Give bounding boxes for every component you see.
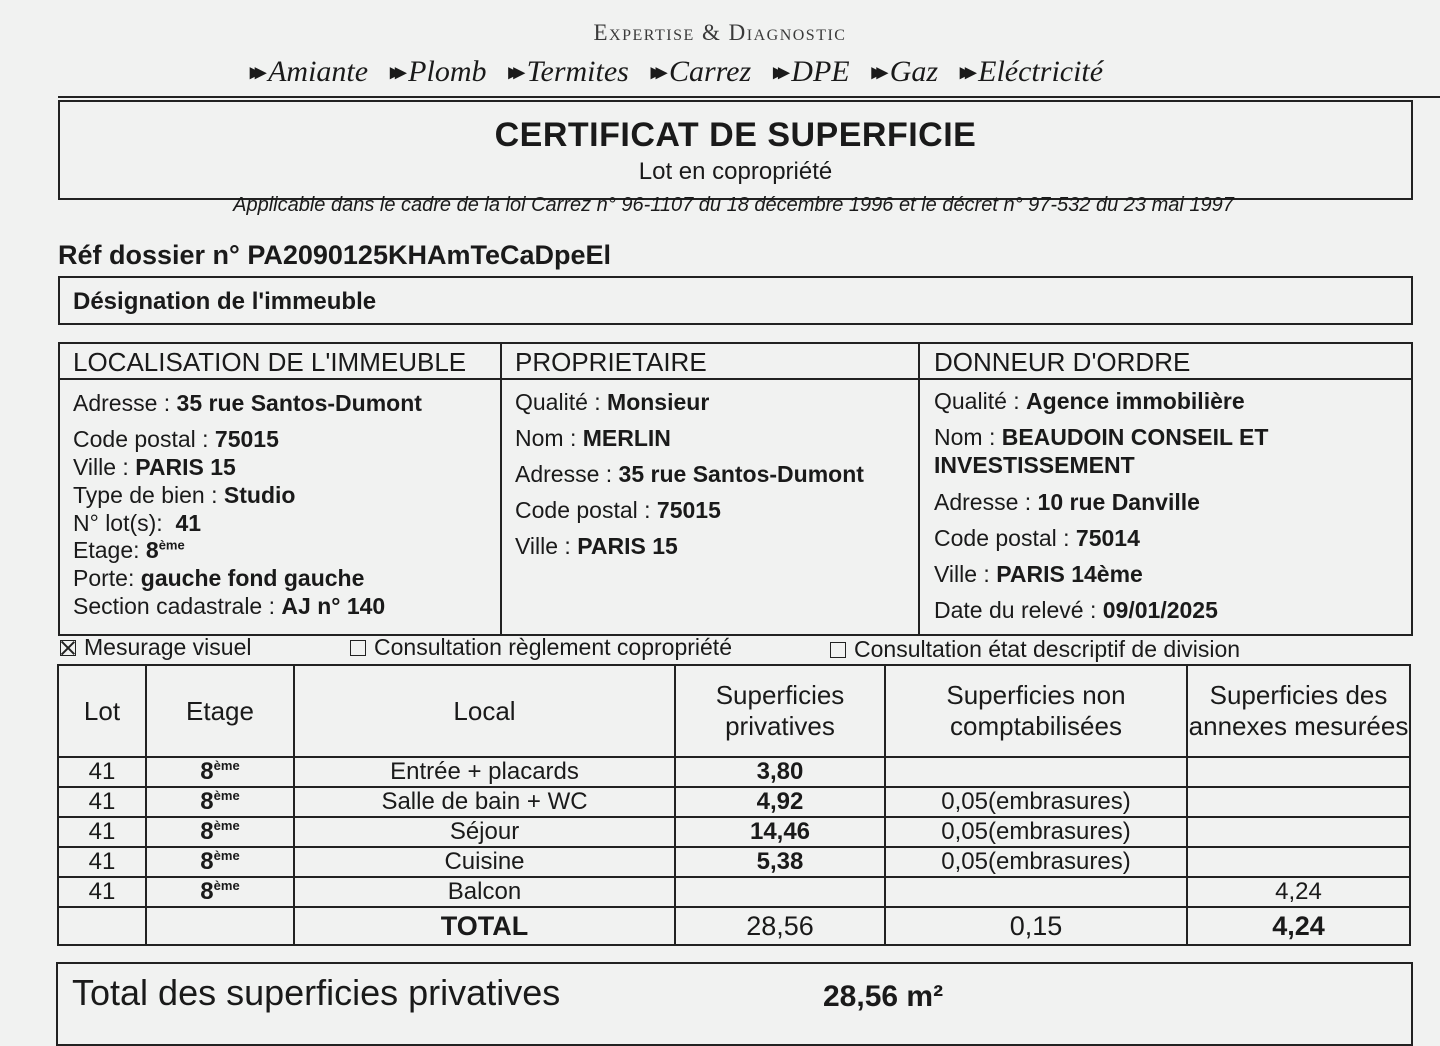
donneur-nom-suite: INVESTISSEMENT [934, 452, 1135, 478]
donneur-adresse: Adresse : 10 rue Danville [934, 489, 1200, 515]
localisation-type: Type de bien : Studio [73, 482, 296, 508]
table-header-row [58, 665, 1410, 757]
header-divider [58, 96, 1440, 98]
service-item-electricite: ▸▸ Eléctricité [960, 55, 1104, 88]
localisation-ville: Ville : PARIS 15 [73, 454, 236, 480]
table-row [58, 847, 1410, 877]
cell-non-comptabilisees [885, 877, 1187, 907]
cell-lot: 41 [58, 847, 146, 877]
service-item-dpe: ▸▸ DPE [773, 55, 850, 88]
cell-empty [58, 907, 146, 945]
column-divider [918, 344, 920, 634]
cell-etage: 8ème [146, 877, 294, 907]
designation-heading: Désignation de l'immeuble [73, 288, 377, 315]
table-row [58, 817, 1410, 847]
donneur-date: Date du relevé : 09/01/2025 [934, 597, 1218, 623]
total-annexes: 4,24 [1187, 907, 1410, 945]
cell-etage: 8ème [146, 847, 294, 877]
document-title: CERTIFICAT DE SUPERFICIE [494, 116, 977, 154]
cell-lot: 41 [58, 877, 146, 907]
service-item-carrez: ▸▸ Carrez [650, 55, 752, 88]
localisation-cp: Code postal : 75015 [73, 426, 279, 452]
double-chevron-icon: ▸▸ [960, 59, 971, 84]
donneur-cp: Code postal : 75014 [934, 525, 1140, 551]
localisation-lot: N° lot(s): 41 [73, 510, 202, 536]
footer-total-value: 28,56 m² [823, 980, 944, 1013]
cell-annexes [1187, 787, 1410, 817]
cell-privatives: 3,80 [675, 757, 885, 787]
designation-box [58, 276, 1413, 325]
cell-local: Balcon [294, 877, 675, 907]
cell-non-comptabilisees: 0,05(embrasures) [885, 787, 1187, 817]
localisation-etage: Etage: 8ème [73, 537, 185, 563]
cell-lot: 41 [58, 757, 146, 787]
column-header-annexes: Superficies des annexes mesurées [1187, 665, 1410, 757]
dossier-reference: Réf dossier n° PA2090125KHAmTeCaDpeEl [58, 240, 611, 270]
total-label: TOTAL [294, 907, 675, 945]
cell-lot: 41 [58, 817, 146, 847]
title-box [58, 100, 1413, 200]
column-header-non-comptabilisees: Superficies non comptabilisées [885, 665, 1187, 757]
cell-local: Séjour [294, 817, 675, 847]
company-brand: Expertise & Diagnostic [593, 20, 847, 45]
double-chevron-icon: ▸▸ [508, 59, 519, 84]
donneur-qualite: Qualité : Agence immobilière [934, 388, 1245, 414]
localisation-heading: LOCALISATION DE L'IMMEUBLE [73, 347, 467, 377]
donneur-nom: Nom : BEAUDOIN CONSEIL ET [934, 424, 1269, 450]
legal-notice: Applicable dans le cadre de la loi Carrez n° 96-1107 du 18 décembre 1996 et le décret n° 97-532 du 23 mai 1997 [233, 194, 1234, 216]
cell-privatives: 14,46 [675, 817, 885, 847]
proprietaire-ville: Ville : PARIS 15 [515, 533, 678, 559]
double-chevron-icon: ▸▸ [773, 59, 784, 84]
double-chevron-icon: ▸▸ [390, 59, 401, 84]
footer-total-box [56, 962, 1413, 1046]
checkbox-empty-icon [350, 640, 366, 656]
proprietaire-qualite: Qualité : Monsieur [515, 389, 710, 415]
double-chevron-icon: ▸▸ [250, 59, 261, 84]
service-item-plomb: ▸▸ Plomb [390, 55, 487, 88]
column-header-lot: Lot [58, 665, 146, 757]
checkbox-checked-icon [60, 640, 76, 656]
cell-privatives [675, 877, 885, 907]
total-non-comptabilisees: 0,15 [885, 907, 1187, 945]
column-header-etage: Etage [146, 665, 294, 757]
checkbox-empty-icon [830, 642, 846, 658]
cell-privatives: 4,92 [675, 787, 885, 817]
cell-local: Cuisine [294, 847, 675, 877]
table-row [58, 757, 1410, 787]
cell-empty [146, 907, 294, 945]
service-item-gaz: ▸▸ Gaz [871, 55, 939, 88]
cell-privatives: 5,38 [675, 847, 885, 877]
checkbox-consultation-etat[interactable]: Consultation état descriptif de division [830, 636, 1240, 663]
column-header-local: Local [294, 665, 675, 757]
cell-non-comptabilisees: 0,05(embrasures) [885, 817, 1187, 847]
footer-total-label: Total des superficies privatives [72, 972, 561, 1013]
proprietaire-nom: Nom : MERLIN [515, 425, 671, 451]
cell-local: Entrée + placards [294, 757, 675, 787]
cell-annexes: 4,24 [1187, 877, 1410, 907]
localisation-porte: Porte: gauche fond gauche [73, 565, 365, 591]
service-item-amiante: ▸▸ Amiante [250, 55, 369, 88]
cell-lot: 41 [58, 787, 146, 817]
donneur-ville: Ville : PARIS 14ème [934, 561, 1143, 587]
table-row [58, 787, 1410, 817]
total-privatives: 28,56 [675, 907, 885, 945]
proprietaire-cp: Code postal : 75015 [515, 497, 721, 523]
info-box [58, 342, 1413, 636]
checkbox-mesurage-visuel[interactable]: Mesurage visuel [60, 634, 251, 661]
cell-etage: 8ème [146, 817, 294, 847]
column-header-privatives: Superficies privatives [675, 665, 885, 757]
proprietaire-adresse: Adresse : 35 rue Santos-Dumont [515, 461, 864, 487]
cell-local: Salle de bain + WC [294, 787, 675, 817]
localisation-section: Section cadastrale : AJ n° 140 [73, 593, 386, 619]
services-list [250, 52, 1250, 92]
column-divider [500, 344, 502, 634]
localisation-adresse: Adresse : 35 rue Santos-Dumont [73, 390, 422, 416]
cell-annexes [1187, 847, 1410, 877]
cell-non-comptabilisees: 0,05(embrasures) [885, 847, 1187, 877]
cell-annexes [1187, 757, 1410, 787]
service-item-termites: ▸▸ Termites [508, 55, 629, 88]
double-chevron-icon: ▸▸ [650, 59, 661, 84]
table-row [58, 877, 1410, 907]
donneur-heading: DONNEUR D'ORDRE [934, 347, 1191, 377]
table-total-row [58, 907, 1410, 945]
double-chevron-icon: ▸▸ [871, 59, 882, 84]
document-subtitle: Lot en copropriété [638, 158, 833, 185]
superficies-table [57, 664, 1411, 946]
cell-etage: 8ème [146, 787, 294, 817]
heading-divider [60, 378, 1411, 380]
cell-non-comptabilisees [885, 757, 1187, 787]
proprietaire-heading: PROPRIETAIRE [515, 347, 707, 377]
cell-etage: 8ème [146, 757, 294, 787]
checkbox-consultation-reglement[interactable]: Consultation règlement copropriété [350, 634, 732, 661]
cell-annexes [1187, 817, 1410, 847]
